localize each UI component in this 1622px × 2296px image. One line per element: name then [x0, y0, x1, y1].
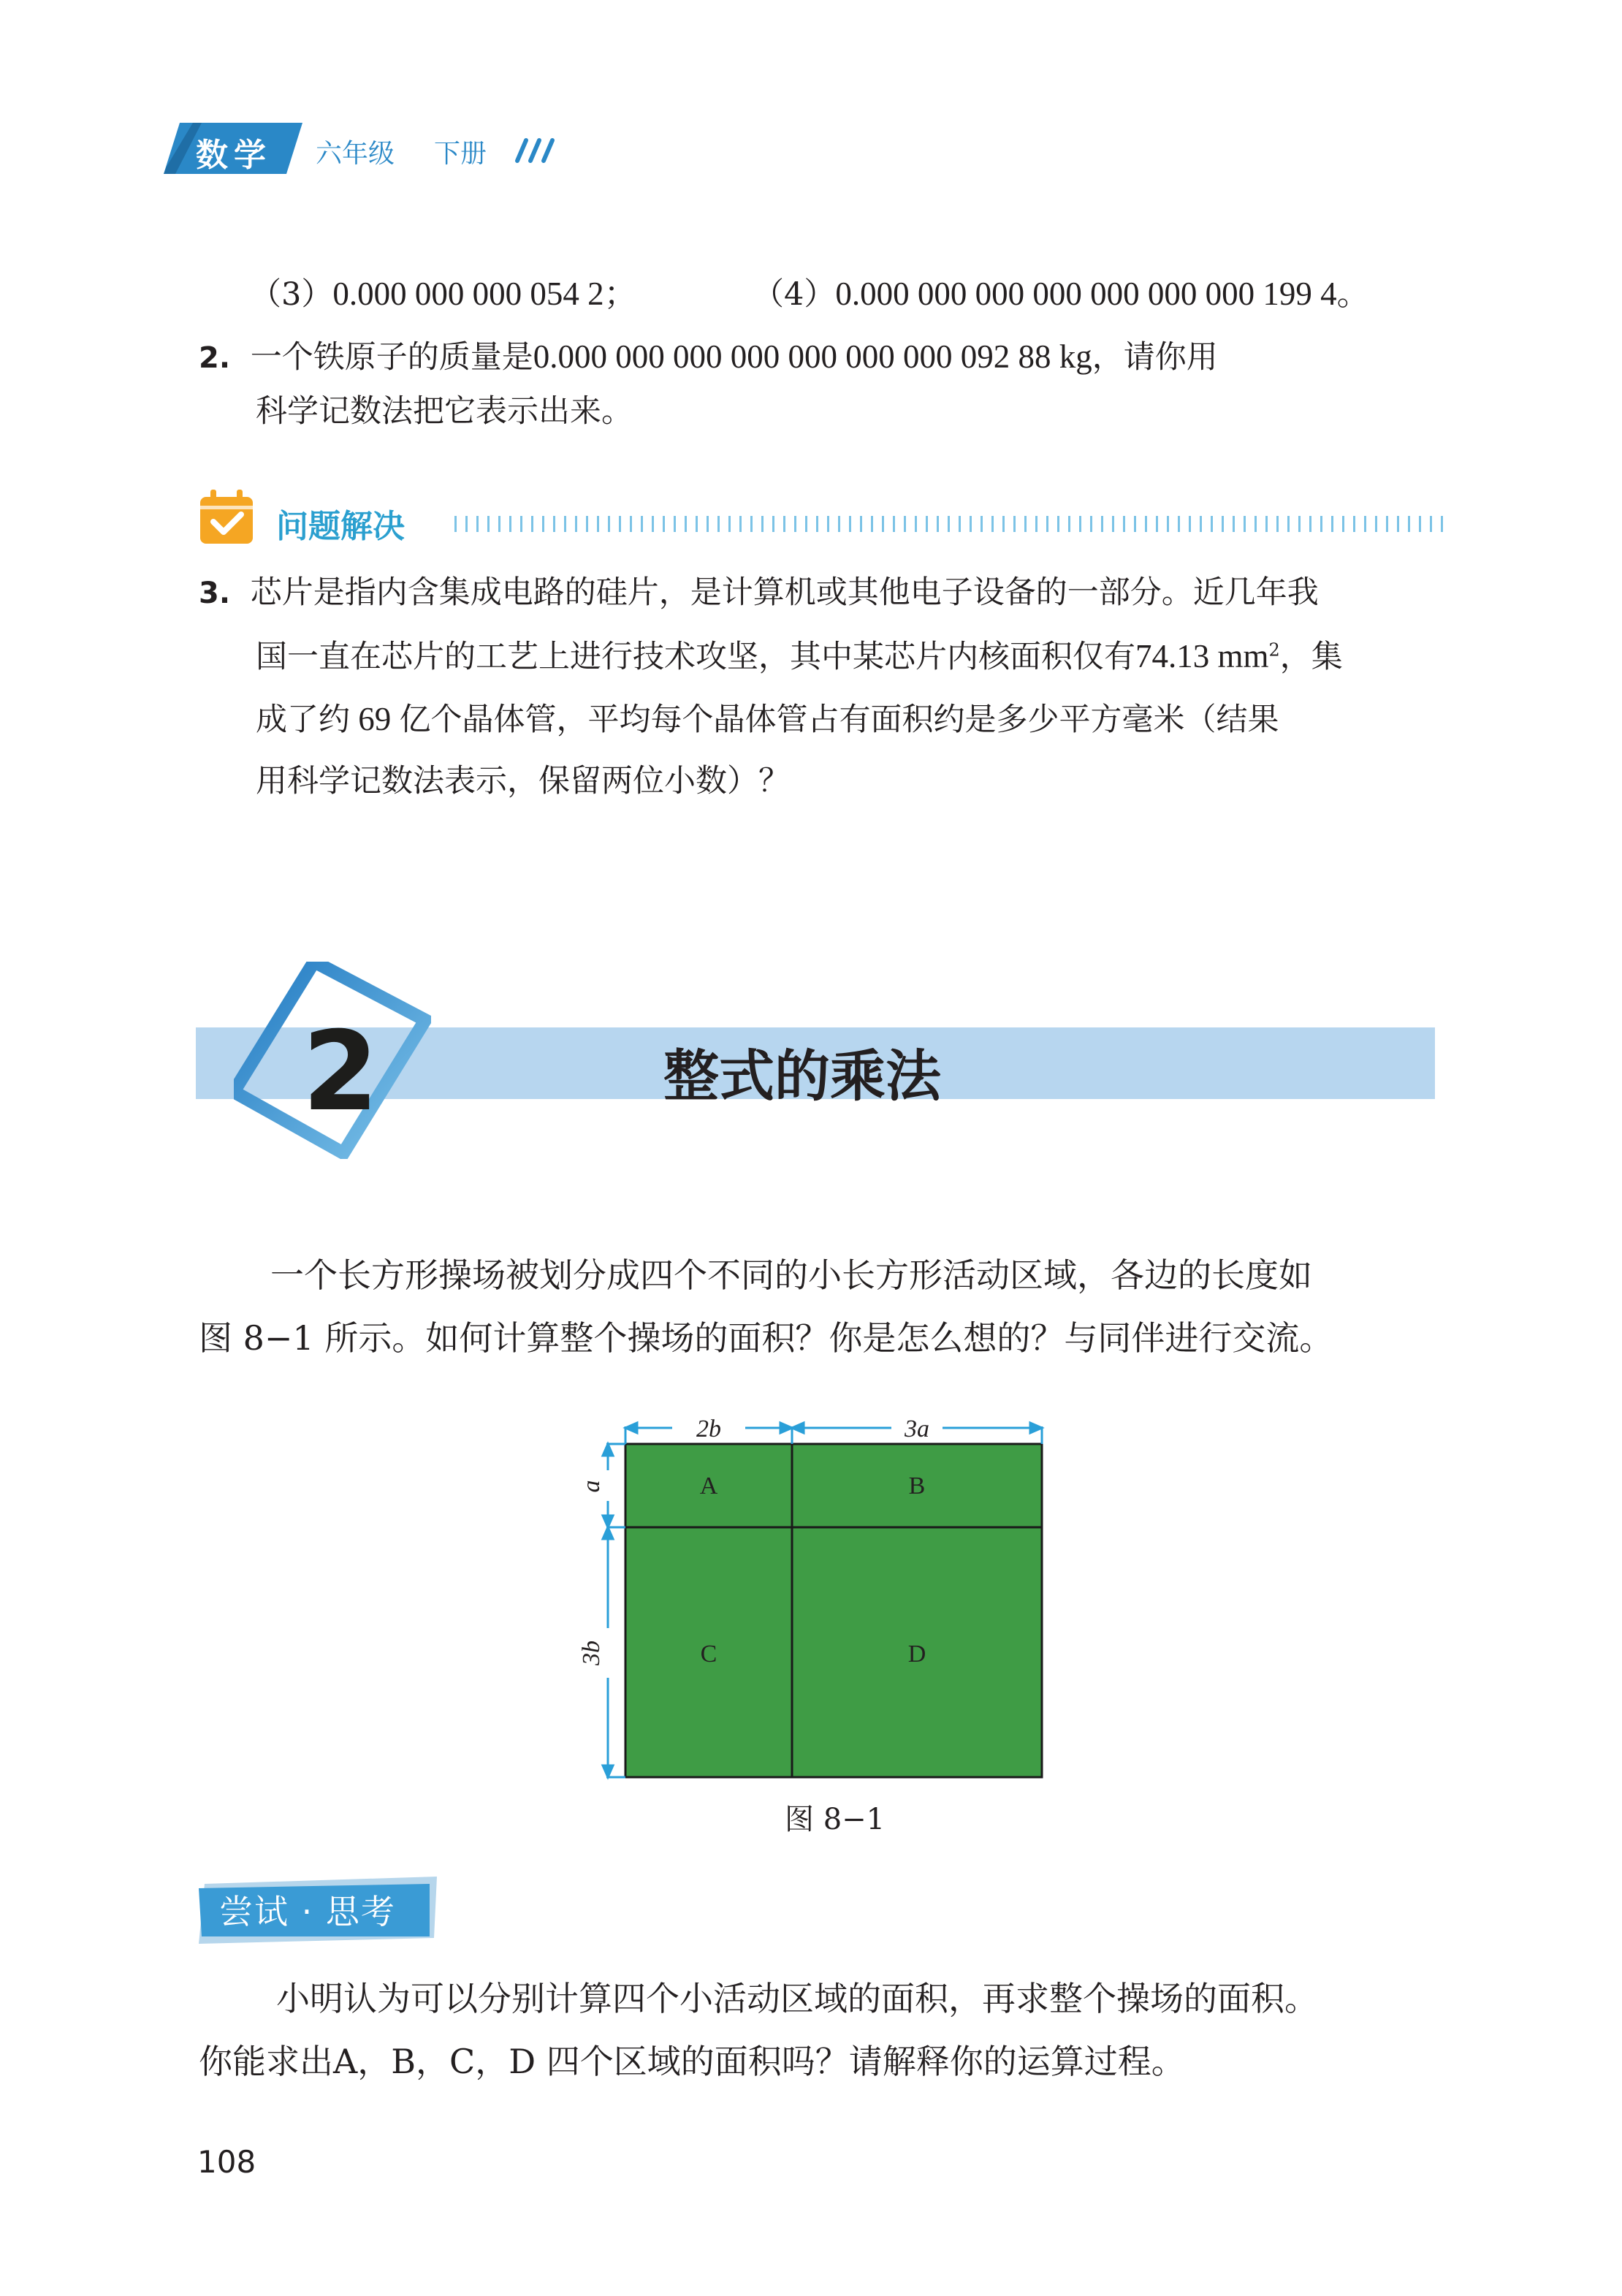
- dotted-rule: [454, 516, 1444, 532]
- exercise-item-3: （3）0.000 000 000 054 2；: [250, 275, 637, 313]
- question-3-line-4: 用科学记数法表示，保留两位小数）？: [256, 763, 790, 799]
- page-number: 108: [197, 2144, 256, 2180]
- try-think-label: 尝试 · 思考: [219, 1892, 396, 1931]
- figure-caption: 图 8−1: [785, 1803, 886, 1836]
- question-2-line-1: 2. 一个铁原子的质量是0.000 000 000 000 000 000 000 092 88 kg，请你用: [199, 338, 1218, 376]
- grade-label: 六年级: [316, 139, 395, 169]
- region-d-label: D: [907, 1641, 926, 1668]
- question-3-line-2: 国一直在芯片的工艺上进行技术攻坚，其中某芯片内核面积仅有74.13 $mm^2$，集: [256, 638, 1343, 675]
- dim-top-right: 3a: [905, 1415, 929, 1442]
- section-title: 整式的乘法: [663, 1044, 941, 1109]
- region-a-label: A: [699, 1472, 718, 1499]
- intro-line-2: 图 8−1 所示。如何计算整个操场的面积？你是怎么想的？与同伴进行交流。: [199, 1318, 1333, 1358]
- try-think-line-2: 你能求出A，B，C，D 四个区域的面积吗？请解释你的运算过程。: [199, 2042, 1185, 2081]
- region-c-label: C: [700, 1641, 717, 1668]
- question-2-line-2: 科学记数法把它表示出来。: [256, 393, 633, 430]
- try-think-line-1: 小明认为可以分别计算四个小活动区域的面积，再求整个操场的面积。: [276, 1979, 1318, 2018]
- figure-8-1: [570, 1409, 1067, 1803]
- section-number: 2: [302, 1008, 379, 1136]
- playground-diagram: [625, 1444, 1042, 1777]
- problem-solving-title: 问题解决: [276, 508, 405, 545]
- exercise-item-4: （4）0.000 000 000 000 000 000 000 199 4。: [753, 275, 1370, 313]
- calendar-check-icon: [197, 488, 256, 547]
- dim-left-top: a: [578, 1480, 605, 1493]
- dim-left-bottom: 3b: [578, 1641, 605, 1665]
- subject-title: 数学: [196, 137, 272, 174]
- question-3-line-3: 成了约 69 亿个晶体管，平均每个晶体管占有面积约是多少平方毫米（结果: [256, 701, 1279, 738]
- dim-top-left: 2b: [696, 1415, 721, 1442]
- question-3-line-1: 3. 芯片是指内含集成电路的硅片，是计算机或其他电子设备的一部分。近几年我: [199, 574, 1319, 611]
- volume-label: 下册: [434, 139, 487, 169]
- slashes-decoration-icon: [507, 136, 558, 165]
- intro-line-1: 一个长方形操场被划分成四个不同的小长方形活动区域，各边的长度如: [270, 1255, 1312, 1295]
- region-b-label: B: [908, 1472, 926, 1499]
